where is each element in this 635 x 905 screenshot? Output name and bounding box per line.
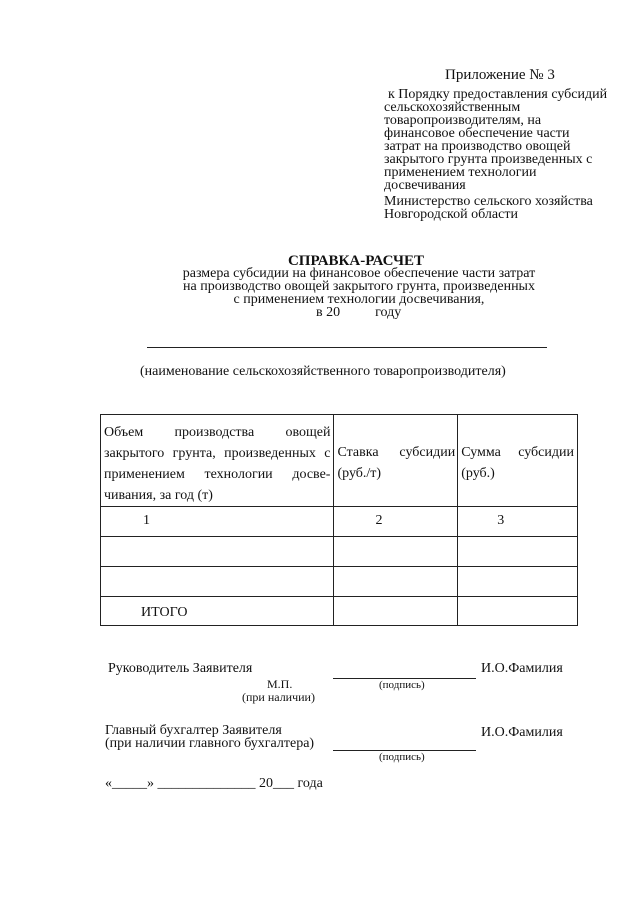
header-rate-line-2: (руб./т) [337, 466, 382, 481]
total-label-cell [101, 597, 334, 626]
ministry-line-1: Министерство сельского хозяйства [384, 194, 593, 209]
appendix-title: Приложение № 3 [445, 67, 555, 83]
header-sum-line-2: (руб.) [461, 466, 495, 481]
header-rate-cell [334, 415, 458, 507]
table-numbers-row [101, 507, 578, 537]
subtitle-line-3: с применением технологии досвечивания, [233, 292, 485, 307]
header-volume-line-4: чивания, за год (т) [104, 488, 213, 503]
appendix-line-7: применением технологии [384, 165, 537, 180]
table-cell [101, 567, 334, 597]
producer-name-line [147, 347, 547, 348]
appendix-line-3: товаропроизводителям, на [384, 113, 542, 128]
table-cell [334, 597, 458, 626]
year-line: в 20 году [316, 305, 402, 320]
appendix-line-8: досвечивания [384, 178, 466, 193]
head-label: Руководитель Заявителя [108, 661, 253, 676]
appendix-line-4: финансовое обеспечение части [384, 126, 570, 141]
appendix-line-1: к Порядку предоставления субсидий [388, 87, 608, 102]
table-row [101, 567, 578, 597]
appendix-line-2: сельскохозяйственным [384, 100, 521, 115]
header-volume-line-2: закрытого грунта, произведенных с [104, 446, 331, 461]
document-title: СПРАВКА-РАСЧЕТ [287, 253, 425, 269]
accountant-name: И.О.Фамилия [481, 725, 563, 740]
subtitle-line-1: размера субсидии на финансовое обеспечение части затрат [182, 266, 536, 281]
table-cell [101, 537, 334, 567]
table-total-row [101, 597, 578, 626]
accountant-note: (при наличии главного бухгалтера) [105, 736, 315, 751]
table-cell [458, 537, 578, 567]
appendix-line-5: затрат на производство овощей [384, 139, 571, 154]
column-number-2: 2 [375, 513, 383, 528]
producer-caption: (наименование сельскохозяйственного товаропроизводителя) [140, 364, 506, 379]
number-cell-2 [334, 507, 458, 537]
calculation-table [100, 414, 578, 626]
date-line: «_____» ______________ 20___ года [105, 776, 323, 791]
column-number-3: 3 [497, 513, 505, 528]
appendix-line-6: закрытого грунта произведенных с [384, 152, 593, 167]
header-volume-line-1: Объем производства овощей [104, 425, 331, 440]
head-name: И.О.Фамилия [481, 661, 563, 676]
table-cell [334, 537, 458, 567]
number-cell-1 [101, 507, 334, 537]
table-cell [458, 597, 578, 626]
number-cell-3 [458, 507, 578, 537]
table-row [101, 537, 578, 567]
head-signature-caption: (подпись) [379, 679, 425, 691]
table-header-row [101, 415, 578, 507]
header-sum-line-1: Сумма субсидии [461, 445, 574, 460]
header-volume-line-3: применением технологии досве- [104, 467, 331, 482]
stamp-label: М.П. [267, 677, 293, 691]
stamp-note: (при наличии) [242, 690, 315, 704]
table-cell [334, 567, 458, 597]
accountant-label: Главный бухгалтер Заявителя [105, 723, 282, 738]
column-number-1: 1 [143, 513, 150, 528]
accountant-signature-caption: (подпись) [379, 751, 425, 763]
total-label: ИТОГО [141, 605, 188, 620]
header-rate-line-1: Ставка субсидии [337, 445, 456, 460]
subtitle-line-2: на производство овощей закрытого грунта, произведенных [183, 279, 535, 294]
ministry-line-2: Новгородской области [384, 207, 518, 222]
header-sum-cell [458, 415, 578, 507]
header-volume-cell [101, 415, 334, 507]
table-cell [458, 567, 578, 597]
